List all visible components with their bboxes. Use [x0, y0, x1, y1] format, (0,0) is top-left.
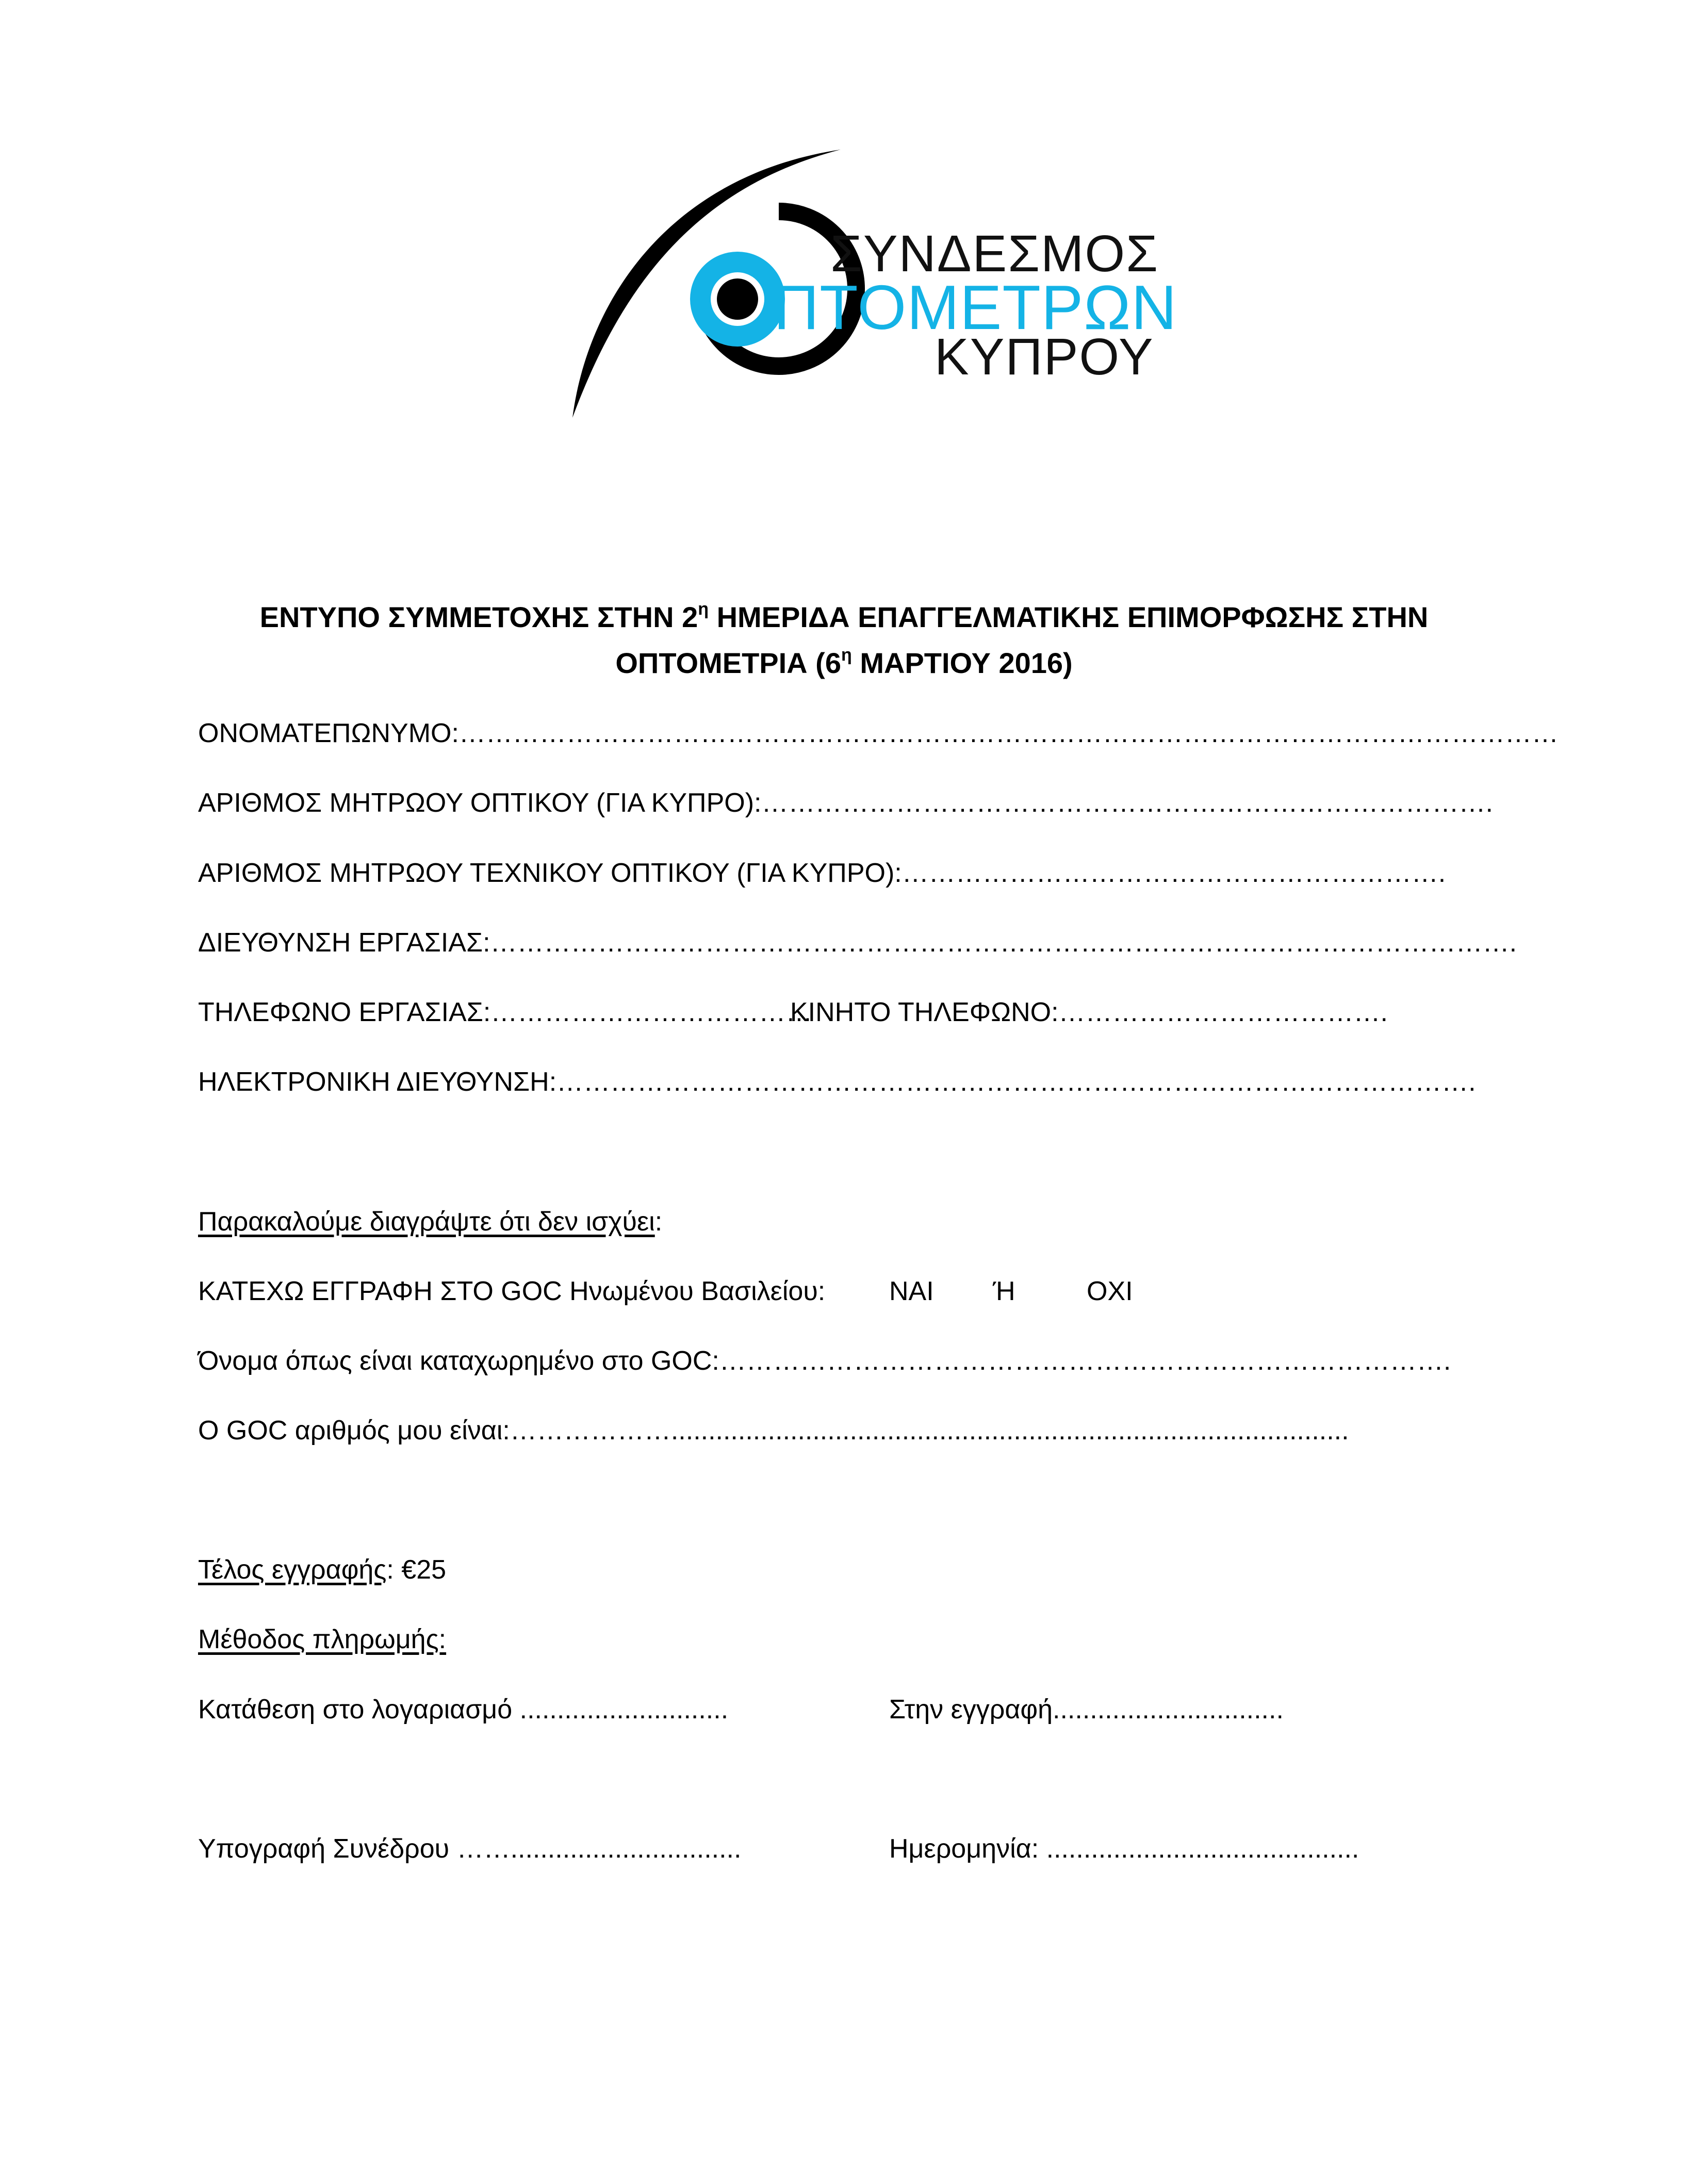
bank-deposit-option[interactable]: Κατάθεση στο λογαριασμό ............................ — [198, 1695, 729, 1725]
fee-value: : €25 — [386, 1555, 447, 1585]
work-address-field[interactable]: ΔΙΕΥΘΥΝΣΗ ΕΡΓΑΣΙΑΣ:……………………………………………………………………………………………………. — [198, 928, 1517, 958]
work-phone-field[interactable]: ΤΗΛΕΦΩΝΟ ΕΡΓΑΣΙΑΣ:……………………………… — [198, 997, 813, 1027]
form-title-line-1 — [196, 600, 1492, 632]
title-text: ΗΜΕΡΙΔΑ ΕΠΑΓΓΕΛΜΑΤΙΚΗΣ ΕΠΙΜΟΡΦΩΣΗΣ ΣΤΗΝ — [709, 601, 1429, 633]
form-title-line-2 — [196, 646, 1492, 678]
logo-line-1: ΣΥΝΔΕΣΜΟΣ — [830, 225, 1159, 283]
association-logo — [567, 144, 1177, 423]
logo-line-2: ΠΤΟΜΕΤΡΩΝ — [774, 272, 1177, 342]
email-field[interactable]: ΗΛΕΚΤΡΟΝΙΚΗ ΔΙΕΥΘΥΝΣΗ:…………………………………………………………………………………………. — [198, 1067, 1476, 1097]
full-name-field[interactable]: ΟΝΟΜΑΤΕΠΩΝΥΜΟ:…………………………………………………………………………………………………………… — [198, 718, 1559, 748]
yes-option[interactable]: ΝΑΙ — [889, 1276, 934, 1306]
title-text: ΜΑΡΤΙΟΥ 2016) — [851, 647, 1073, 679]
goc-registration-question: ΚΑΤΕΧΩ ΕΓΓΡΑΦΗ ΣΤΟ GOC Ηνωμένου Βασιλείου: — [198, 1276, 826, 1306]
technical-optician-registry-field[interactable]: ΑΡΙΘΜΟΣ ΜΗΤΡΩΟΥ ΤΕΧΝΙΚΟΥ ΟΠΤΙΚΟΥ (ΓΙΑ ΚΥΠΡΟ):……………………………………………………. — [198, 858, 1446, 888]
title-text: ΟΠΤΟΜΕΤΡΙΑ (6 — [615, 647, 841, 679]
no-option[interactable]: ΟΧΙ — [1087, 1276, 1133, 1306]
title-superscript: η — [841, 645, 852, 665]
fee-label: Τέλος εγγραφής — [198, 1555, 387, 1585]
payment-method-label: Μέθοδος πληρωμής: — [198, 1624, 447, 1654]
logo-line-3: ΚΥΠΡΟΥ — [935, 328, 1154, 386]
registration-fee — [198, 1556, 446, 1583]
date-field[interactable]: Ημερομηνία: .......................................... — [889, 1834, 1359, 1864]
goc-registered-name-field[interactable]: Όνομα όπως είναι καταχωρημένο στο GOC:………………………………………………………………………. — [198, 1346, 1451, 1376]
goc-number-field[interactable]: Ο GOC αριθμός μου είναι:………………........................................................................................... — [198, 1416, 1349, 1446]
instruction-text: Παρακαλούμε διαγράψτε ότι δεν ισχύει — [198, 1207, 655, 1237]
mobile-phone-field[interactable]: ΚΙΝΗΤΟ ΤΗΛΕΦΩΝΟ:………………………………. — [790, 997, 1388, 1027]
title-superscript: η — [698, 599, 709, 619]
or-text: Ή — [993, 1276, 1015, 1306]
signature-field[interactable]: Υπογραφή Συνέδρου ……............................... — [198, 1834, 742, 1864]
pay-at-registration-option[interactable]: Στην εγγραφή............................... — [889, 1695, 1284, 1725]
strike-instruction — [198, 1208, 662, 1235]
instruction-colon: : — [654, 1207, 663, 1237]
title-text: ΕΝΤΥΠΟ ΣΥΜΜΕΤΟΧΗΣ ΣΤΗΝ 2 — [259, 601, 698, 633]
optician-registry-field[interactable]: ΑΡΙΘΜΟΣ ΜΗΤΡΩΟΥ ΟΠΤΙΚΟΥ (ΓΙΑ ΚΥΠΡΟ):………………………………………………………………………. — [198, 788, 1493, 818]
